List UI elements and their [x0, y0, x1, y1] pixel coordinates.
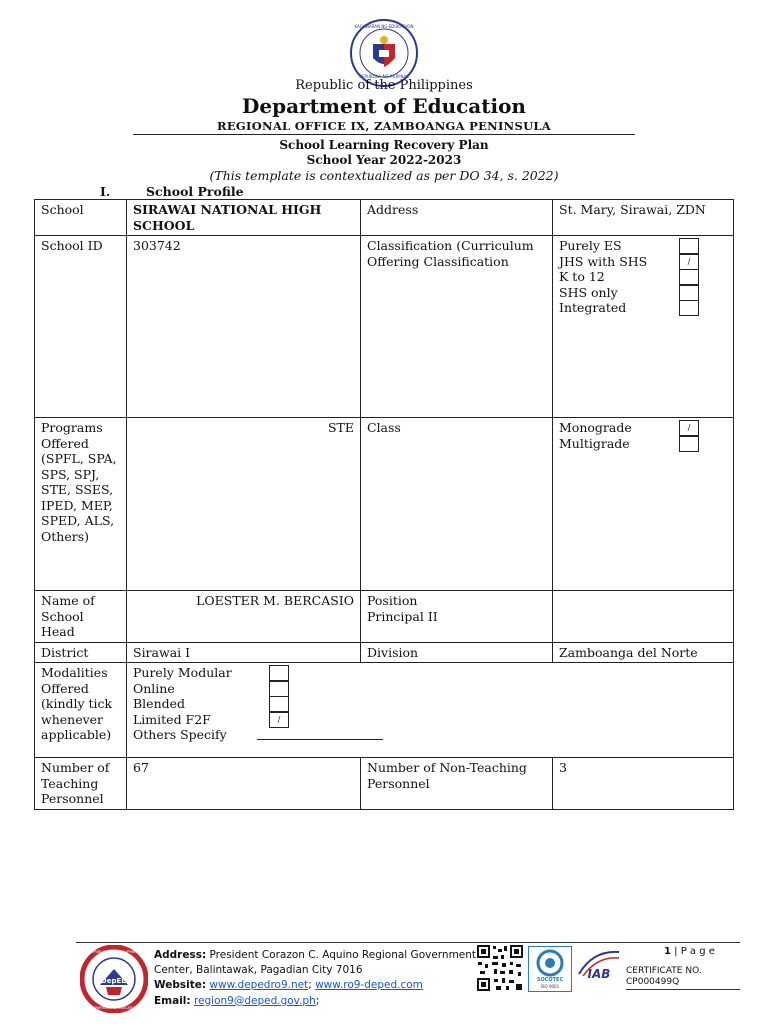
logo-center-text: DepED: [100, 977, 128, 985]
certificate-label: CERTIFICATE NO.: [626, 966, 702, 976]
table-row: [35, 758, 734, 810]
footer-address: Address: President Corazon C. Aquino Regional Government Center, Balintawak, Pagadian City 7016: [154, 949, 477, 977]
website-link-2[interactable]: www.ro9-deped.com: [315, 979, 423, 992]
school-head-label: Name of School Head: [35, 591, 127, 643]
school-value: SIRAWAI NATIONAL HIGH SCHOOL: [127, 200, 361, 236]
seal-ring-text: KAGAWARAN NG EDUKASYON: [354, 24, 414, 29]
class-option: Monograde /: [559, 420, 699, 436]
certificate-number: CP000499Q: [626, 977, 680, 987]
plan-title: School Learning Recovery Plan: [279, 138, 489, 152]
qr-code-icon: [476, 944, 524, 992]
classification-option: Integrated: [559, 300, 699, 316]
certificate-block: [626, 966, 702, 988]
checkbox[interactable]: /: [679, 254, 699, 270]
modality-option: Limited F2F /: [133, 712, 383, 728]
modalities-label: Modalities Offered (kindly tick whenever applicable): [35, 663, 127, 758]
checkbox[interactable]: [679, 436, 699, 452]
seal-bottom-text: REPUBLIKA NG PILIPINAS: [359, 74, 409, 79]
table-row: [35, 663, 734, 758]
section-title: School Profile: [146, 184, 244, 199]
footer-contact: [154, 948, 484, 1009]
page-number: 1 | P a g e: [664, 946, 715, 957]
class-label: Class: [361, 418, 553, 591]
table-row: [35, 200, 734, 236]
checkbox[interactable]: [269, 696, 289, 712]
checkbox[interactable]: /: [679, 420, 699, 436]
position-label: Position: [367, 593, 418, 608]
classification-label: Classification (Curriculum Offering Classification: [361, 236, 553, 418]
footer-email: Email: region9@deped.gov.ph;: [154, 994, 320, 1007]
teaching-value: 67: [127, 758, 361, 810]
address-value: St. Mary, Sirawai, ZDN: [553, 200, 734, 236]
iab-accreditation-icon: [575, 948, 623, 982]
class-option: Multigrade: [559, 436, 699, 452]
position-value: Principal II: [367, 608, 438, 624]
nonteaching-label: Number of Non-Teaching Personnel: [361, 758, 553, 810]
nonteaching-value: 3: [553, 758, 734, 810]
deped-region-logo-icon: [80, 945, 148, 1013]
logo-bottom-text: DEPARTMENT OF EDUCATION: [90, 1006, 138, 1010]
email-link[interactable]: region9@deped.gov.ph: [193, 994, 316, 1007]
modality-option: Blended: [133, 696, 383, 712]
table-row: [35, 591, 734, 643]
classification-option: K to 12: [559, 269, 699, 285]
socotec-text: SOCOTEC: [536, 977, 564, 983]
programs-label: Programs Offered (SPFL, SPA, SPS, SPJ, STE, SSES, IPED, MEP, SPED, ALS, Others): [35, 418, 127, 591]
school-head-value: LOESTER M. BERCASIO: [127, 591, 361, 643]
template-note: (This template is contextualized as per DO 34, s. 2022): [209, 168, 559, 183]
address-label: Address: [361, 200, 553, 236]
table-row: [35, 642, 734, 663]
checkbox[interactable]: [679, 269, 699, 285]
school-year: School Year 2022-2023: [306, 153, 462, 167]
classification-option: SHS only: [559, 285, 699, 301]
district-value: Sirawai I: [127, 642, 361, 663]
modality-others: Others Specify: [133, 727, 383, 743]
empty-cell: [553, 591, 734, 643]
classification-option: JHS with SHS /: [559, 254, 699, 270]
footer-website: Website: www.depedro9.net; www.ro9-deped.com: [154, 979, 423, 992]
school-id-label: School ID: [35, 236, 127, 418]
socotec-iso-badge-icon: [528, 946, 572, 992]
programs-value: STE: [127, 418, 361, 591]
section-number: I.: [100, 184, 111, 199]
iab-text: IAB: [587, 967, 611, 981]
modality-option: Purely Modular: [133, 665, 383, 681]
header-divider: [133, 134, 635, 135]
table-row: [35, 418, 734, 591]
division-value: Zamboanga del Norte: [553, 642, 734, 663]
certificate-underline: [626, 989, 740, 990]
school-profile-table: [34, 199, 734, 810]
regional-office: REGIONAL OFFICE IX, ZAMBOANGA PENINSULA: [216, 119, 552, 133]
classification-option: Purely ES: [559, 238, 699, 254]
modalities-options: [127, 663, 734, 758]
website-link-1[interactable]: www.depedro9.net: [209, 979, 309, 992]
classification-options: [553, 236, 734, 418]
checkbox[interactable]: [269, 665, 289, 681]
table-row: [35, 236, 734, 418]
modality-option: Online: [133, 681, 383, 697]
checkbox[interactable]: /: [269, 712, 289, 728]
footer-divider: [76, 942, 740, 943]
school-id-value: 303742: [127, 236, 361, 418]
checkbox[interactable]: [269, 681, 289, 697]
division-label: Division: [361, 642, 553, 663]
republic-text: Republic of the Philippines: [295, 78, 473, 93]
class-options: [553, 418, 734, 591]
position-cell: [361, 591, 553, 643]
department-title: Department of Education: [242, 94, 526, 118]
others-specify-field[interactable]: [257, 727, 383, 740]
checkbox[interactable]: [679, 238, 699, 254]
logo-top-text: REPUBLIC OF THE PHILIPPINES: [89, 950, 139, 954]
checkbox[interactable]: [679, 300, 699, 316]
iso-text: ISO 9001: [540, 984, 560, 989]
checkbox[interactable]: [679, 285, 699, 301]
school-label: School: [35, 200, 127, 236]
teaching-label: Number of Teaching Personnel: [35, 758, 127, 810]
district-label: District: [35, 642, 127, 663]
